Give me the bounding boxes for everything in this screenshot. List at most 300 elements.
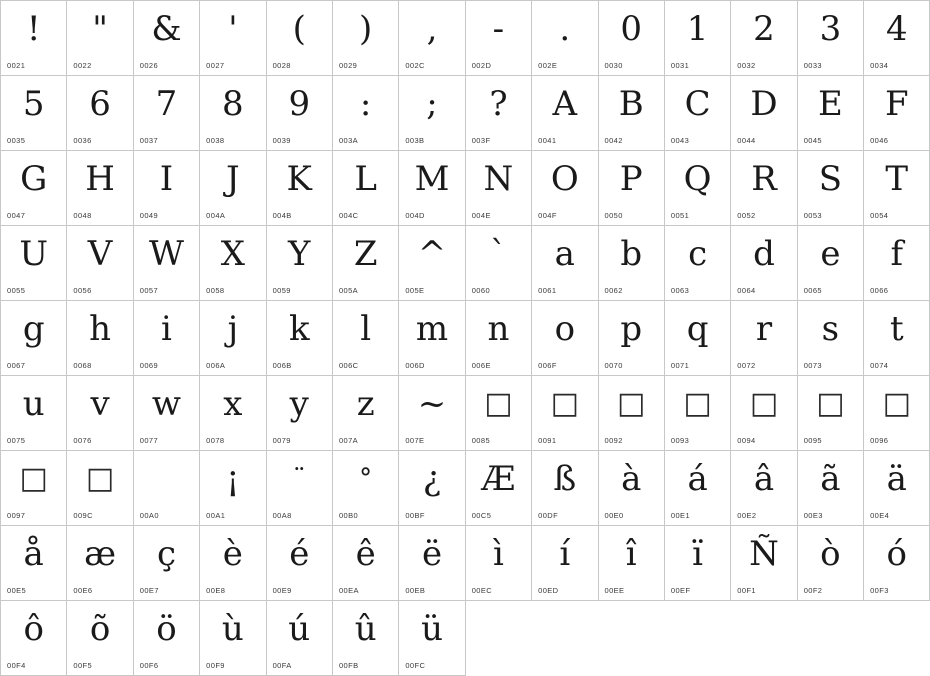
glyph-cell[interactable] bbox=[134, 226, 200, 301]
glyph-cell[interactable] bbox=[67, 301, 133, 376]
glyph-character: i bbox=[161, 309, 172, 349]
glyph-codepoint: 0060 bbox=[471, 286, 491, 295]
glyph-codepoint: 00FA bbox=[272, 661, 292, 670]
glyph-cell[interactable] bbox=[267, 601, 333, 676]
glyph-character: 8 bbox=[222, 84, 244, 124]
glyph-character: 3 bbox=[819, 9, 842, 49]
glyph-cell[interactable] bbox=[333, 1, 399, 76]
glyph-cell[interactable] bbox=[200, 151, 266, 226]
glyph-character: V bbox=[87, 234, 113, 274]
glyph-codepoint: 0061 bbox=[538, 286, 557, 295]
glyph-character: ô bbox=[23, 609, 44, 649]
glyph-cell[interactable] bbox=[1, 376, 67, 451]
glyph-character: □ bbox=[882, 386, 911, 421]
glyph-cell[interactable] bbox=[1, 451, 67, 526]
glyph-cell[interactable] bbox=[864, 151, 930, 226]
glyph-cell[interactable] bbox=[1, 526, 67, 601]
glyph-cell[interactable] bbox=[134, 451, 200, 526]
glyph-character: : bbox=[359, 84, 372, 124]
glyph-cell[interactable] bbox=[267, 76, 333, 151]
glyph-codepoint: 0070 bbox=[604, 361, 623, 370]
glyph-codepoint: 007A bbox=[338, 436, 359, 445]
glyph-cell[interactable] bbox=[200, 226, 266, 301]
glyph-codepoint: 004F bbox=[538, 211, 557, 220]
glyph-cell[interactable] bbox=[466, 76, 532, 151]
glyph-character: ä bbox=[886, 459, 907, 499]
glyph-codepoint: 00BF bbox=[405, 511, 425, 520]
glyph-character: ¡ bbox=[226, 459, 240, 499]
glyph-character: □ bbox=[19, 461, 48, 496]
glyph-codepoint: 00E2 bbox=[737, 511, 757, 520]
glyph-codepoint: 0045 bbox=[803, 136, 822, 145]
glyph-codepoint: 006B bbox=[272, 361, 292, 370]
glyph-cell[interactable] bbox=[532, 376, 598, 451]
glyph-codepoint: 0035 bbox=[7, 136, 26, 145]
glyph-codepoint: 0068 bbox=[73, 361, 92, 370]
glyph-cell[interactable] bbox=[67, 526, 133, 601]
glyph-character: Ñ bbox=[749, 534, 779, 574]
glyph-cell[interactable] bbox=[466, 1, 532, 76]
glyph-codepoint: 00EB bbox=[405, 586, 426, 595]
glyph-character: ê bbox=[355, 534, 376, 574]
glyph-cell[interactable] bbox=[532, 301, 598, 376]
glyph-cell[interactable] bbox=[532, 226, 598, 301]
glyph-codepoint: 00EE bbox=[604, 586, 625, 595]
glyph-cell[interactable] bbox=[333, 151, 399, 226]
glyph-cell[interactable] bbox=[267, 1, 333, 76]
glyph-character: O bbox=[550, 159, 579, 199]
glyph-character: ç bbox=[156, 534, 176, 574]
glyph-character: C bbox=[684, 84, 711, 124]
glyph-codepoint: 00DF bbox=[538, 511, 559, 520]
glyph-cell[interactable] bbox=[864, 76, 930, 151]
glyph-cell[interactable] bbox=[200, 76, 266, 151]
glyph-character: â bbox=[753, 459, 775, 499]
glyph-cell[interactable] bbox=[67, 601, 133, 676]
glyph-cell[interactable] bbox=[134, 376, 200, 451]
glyph-codepoint: 0076 bbox=[73, 436, 92, 445]
glyph-character: " bbox=[92, 9, 108, 49]
glyph-character: ` bbox=[489, 234, 507, 274]
glyph-cell[interactable] bbox=[731, 376, 797, 451]
glyph-codepoint: 0067 bbox=[7, 361, 26, 370]
glyph-character: F bbox=[884, 84, 909, 124]
glyph-codepoint: 0021 bbox=[7, 61, 26, 70]
glyph-cell[interactable] bbox=[599, 526, 665, 601]
glyph-cell[interactable] bbox=[200, 601, 266, 676]
glyph-character: ò bbox=[820, 534, 841, 574]
glyph-character: õ bbox=[89, 609, 111, 649]
glyph-cell[interactable] bbox=[798, 76, 864, 151]
glyph-character: T bbox=[885, 159, 909, 199]
glyph-character: ! bbox=[26, 9, 41, 49]
glyph-codepoint: 00F6 bbox=[139, 661, 159, 670]
glyph-cell[interactable] bbox=[731, 76, 797, 151]
glyph-character: p bbox=[620, 309, 643, 349]
glyph-cell[interactable] bbox=[67, 451, 133, 526]
glyph-cell[interactable] bbox=[333, 526, 399, 601]
glyph-cell[interactable] bbox=[1, 1, 67, 76]
glyph-codepoint: 002D bbox=[471, 61, 492, 70]
glyph-character: ^ bbox=[417, 234, 447, 274]
glyph-cell[interactable] bbox=[333, 451, 399, 526]
glyph-codepoint: 005E bbox=[405, 286, 425, 295]
glyph-codepoint: 0066 bbox=[870, 286, 889, 295]
glyph-cell[interactable] bbox=[1, 151, 67, 226]
glyph-codepoint: 007E bbox=[405, 436, 425, 445]
glyph-codepoint: 0073 bbox=[803, 361, 822, 370]
glyph-codepoint: 0072 bbox=[737, 361, 756, 370]
glyph-character: s bbox=[821, 309, 840, 349]
glyph-codepoint: 00E1 bbox=[670, 511, 691, 520]
glyph-codepoint: 002E bbox=[538, 61, 558, 70]
glyph-cell[interactable] bbox=[731, 451, 797, 526]
glyph-codepoint: 00E8 bbox=[206, 586, 226, 595]
glyph-cell[interactable] bbox=[466, 526, 532, 601]
glyph-cell[interactable] bbox=[864, 376, 930, 451]
glyph-cell[interactable] bbox=[864, 1, 930, 76]
glyph-codepoint: 009C bbox=[73, 511, 93, 520]
glyph-cell[interactable] bbox=[731, 301, 797, 376]
glyph-character: à bbox=[621, 459, 642, 499]
glyph-cell[interactable] bbox=[399, 301, 465, 376]
glyph-cell[interactable] bbox=[665, 526, 731, 601]
glyph-cell[interactable] bbox=[532, 151, 598, 226]
glyph-character: □ bbox=[550, 386, 579, 421]
glyph-character: g bbox=[22, 309, 45, 349]
glyph-character: □ bbox=[617, 386, 646, 421]
glyph-cell[interactable] bbox=[798, 376, 864, 451]
glyph-cell[interactable] bbox=[200, 1, 266, 76]
glyph-character: 7 bbox=[155, 84, 178, 124]
glyph-character: ? bbox=[489, 84, 508, 124]
glyph-cell[interactable] bbox=[1, 301, 67, 376]
glyph-cell[interactable] bbox=[1, 601, 67, 676]
glyph-cell[interactable] bbox=[333, 76, 399, 151]
glyph-cell[interactable] bbox=[134, 151, 200, 226]
glyph-character: ï bbox=[692, 534, 704, 574]
glyph-cell[interactable] bbox=[599, 451, 665, 526]
glyph-character: U bbox=[19, 234, 49, 274]
glyph-character: □ bbox=[85, 461, 115, 496]
glyph-codepoint: 0050 bbox=[604, 211, 623, 220]
glyph-cell[interactable] bbox=[399, 451, 465, 526]
glyph-character: h bbox=[89, 309, 112, 349]
glyph-character: r bbox=[755, 309, 773, 349]
glyph-cell[interactable] bbox=[466, 451, 532, 526]
glyph-cell[interactable] bbox=[399, 601, 465, 676]
glyph-codepoint: 0022 bbox=[73, 61, 92, 70]
glyph-codepoint: 006A bbox=[206, 361, 226, 370]
glyph-cell[interactable] bbox=[864, 226, 930, 301]
glyph-cell[interactable] bbox=[134, 301, 200, 376]
glyph-character: è bbox=[222, 534, 243, 574]
glyph-character: f bbox=[890, 234, 904, 274]
glyph-codepoint: 00E5 bbox=[7, 586, 27, 595]
glyph-codepoint: 0048 bbox=[73, 211, 92, 220]
glyph-character bbox=[134, 453, 199, 505]
glyph-codepoint: 00C5 bbox=[471, 511, 492, 520]
glyph-codepoint: 00EF bbox=[670, 586, 691, 595]
glyph-codepoint: 0085 bbox=[471, 436, 491, 445]
glyph-cell[interactable] bbox=[134, 526, 200, 601]
glyph-character: q bbox=[686, 309, 709, 349]
glyph-cell[interactable] bbox=[864, 526, 930, 601]
glyph-character: 2 bbox=[753, 9, 775, 49]
glyph-cell[interactable] bbox=[466, 376, 532, 451]
glyph-codepoint: 00F2 bbox=[803, 586, 823, 595]
glyph-codepoint: 00A0 bbox=[139, 511, 159, 520]
glyph-cell[interactable] bbox=[798, 451, 864, 526]
glyph-cell[interactable] bbox=[67, 226, 133, 301]
glyph-codepoint: 0093 bbox=[670, 436, 690, 445]
glyph-cell[interactable] bbox=[67, 1, 133, 76]
glyph-codepoint: 0062 bbox=[604, 286, 623, 295]
glyph-character: Y bbox=[288, 234, 311, 274]
glyph-cell[interactable] bbox=[599, 76, 665, 151]
glyph-codepoint: 00A1 bbox=[206, 511, 226, 520]
glyph-cell[interactable] bbox=[798, 301, 864, 376]
glyph-codepoint: 0041 bbox=[538, 136, 557, 145]
glyph-cell[interactable] bbox=[466, 226, 532, 301]
glyph-codepoint: 0065 bbox=[803, 286, 822, 295]
glyph-codepoint: 0037 bbox=[139, 136, 159, 145]
glyph-cell[interactable] bbox=[267, 301, 333, 376]
glyph-character: ü bbox=[421, 609, 443, 649]
glyph-codepoint: 002C bbox=[405, 61, 425, 70]
glyph-codepoint: 00F4 bbox=[7, 661, 26, 670]
glyph-cell[interactable] bbox=[333, 601, 399, 676]
glyph-cell[interactable] bbox=[665, 226, 731, 301]
glyph-character: á bbox=[687, 459, 708, 499]
glyph-cell[interactable] bbox=[267, 226, 333, 301]
glyph-cell[interactable] bbox=[731, 1, 797, 76]
glyph-cell[interactable] bbox=[1, 76, 67, 151]
glyph-codepoint: 0055 bbox=[7, 286, 26, 295]
glyph-cell[interactable] bbox=[67, 376, 133, 451]
glyph-cell[interactable] bbox=[200, 301, 266, 376]
glyph-character: u bbox=[22, 384, 45, 424]
glyph-character: ó bbox=[886, 534, 908, 574]
glyph-codepoint: 0091 bbox=[538, 436, 557, 445]
glyph-cell[interactable] bbox=[466, 301, 532, 376]
glyph-codepoint: 00F5 bbox=[73, 661, 93, 670]
glyph-cell[interactable] bbox=[532, 526, 598, 601]
glyph-cell[interactable] bbox=[134, 601, 200, 676]
glyph-cell[interactable] bbox=[798, 226, 864, 301]
glyph-cell[interactable] bbox=[200, 376, 266, 451]
glyph-codepoint: 00A8 bbox=[272, 511, 292, 520]
glyph-character: z bbox=[356, 384, 375, 424]
glyph-character: N bbox=[483, 159, 514, 199]
glyph-character: D bbox=[750, 84, 778, 124]
glyph-character: c bbox=[688, 234, 708, 274]
glyph-codepoint: 0075 bbox=[7, 436, 26, 445]
glyph-cell[interactable] bbox=[399, 526, 465, 601]
glyph-codepoint: 00B0 bbox=[338, 511, 359, 520]
glyph-cell[interactable] bbox=[731, 526, 797, 601]
glyph-codepoint: 006C bbox=[338, 361, 359, 370]
glyph-character: ¨ bbox=[292, 464, 306, 494]
glyph-codepoint: 0074 bbox=[870, 361, 889, 370]
glyph-character: . bbox=[559, 9, 571, 49]
glyph-character: o bbox=[554, 309, 576, 349]
glyph-cell[interactable] bbox=[399, 151, 465, 226]
glyph-character: ì bbox=[492, 534, 504, 574]
glyph-codepoint: 0056 bbox=[73, 286, 92, 295]
glyph-codepoint: 0052 bbox=[737, 211, 756, 220]
glyph-cell[interactable] bbox=[399, 76, 465, 151]
glyph-character: k bbox=[288, 309, 310, 349]
glyph-codepoint: 00E9 bbox=[272, 586, 292, 595]
glyph-codepoint: 006E bbox=[471, 361, 491, 370]
glyph-codepoint: 0063 bbox=[670, 286, 690, 295]
glyph-codepoint: 006F bbox=[538, 361, 557, 370]
glyph-cell[interactable] bbox=[67, 76, 133, 151]
glyph-character: j bbox=[227, 309, 239, 349]
glyph-character: m bbox=[415, 309, 449, 349]
glyph-character: & bbox=[151, 9, 182, 49]
glyph-codepoint: 0092 bbox=[604, 436, 623, 445]
glyph-codepoint: 0097 bbox=[7, 511, 26, 520]
glyph-cell[interactable] bbox=[731, 151, 797, 226]
glyph-character: ù bbox=[221, 609, 244, 649]
glyph-character: 1 bbox=[686, 9, 709, 49]
glyph-cell[interactable] bbox=[798, 1, 864, 76]
glyph-cell[interactable] bbox=[599, 226, 665, 301]
glyph-codepoint: 00EC bbox=[471, 586, 493, 595]
glyph-cell[interactable] bbox=[399, 1, 465, 76]
glyph-character: a bbox=[554, 234, 575, 274]
glyph-character: 4 bbox=[885, 9, 908, 49]
glyph-character: ú bbox=[288, 609, 311, 649]
glyph-cell[interactable] bbox=[665, 151, 731, 226]
glyph-character: W bbox=[149, 234, 184, 274]
glyph-character: □ bbox=[816, 386, 845, 421]
glyph-cell[interactable] bbox=[731, 226, 797, 301]
glyph-codepoint: 00F1 bbox=[737, 586, 756, 595]
glyph-cell[interactable] bbox=[798, 526, 864, 601]
glyph-cell[interactable] bbox=[200, 526, 266, 601]
glyph-character: H bbox=[85, 159, 115, 199]
glyph-cell[interactable] bbox=[399, 376, 465, 451]
glyph-character: 5 bbox=[22, 84, 45, 124]
glyph-character: E bbox=[817, 84, 843, 124]
glyph-cell[interactable] bbox=[798, 151, 864, 226]
glyph-character: ° bbox=[359, 464, 373, 494]
glyph-codepoint: 004D bbox=[405, 211, 425, 220]
glyph-cell[interactable] bbox=[267, 151, 333, 226]
glyph-cell[interactable] bbox=[134, 76, 200, 151]
glyph-character: , bbox=[426, 9, 438, 49]
glyph-cell[interactable] bbox=[333, 301, 399, 376]
glyph-character: ' bbox=[228, 9, 238, 49]
glyph-character: d bbox=[753, 234, 775, 274]
glyph-codepoint: 0034 bbox=[870, 61, 889, 70]
glyph-character: é bbox=[289, 534, 310, 574]
glyph-codepoint: 0042 bbox=[604, 136, 623, 145]
glyph-cell[interactable] bbox=[532, 1, 598, 76]
glyph-cell[interactable] bbox=[665, 451, 731, 526]
glyph-character: l bbox=[360, 309, 372, 349]
glyph-cell[interactable] bbox=[134, 1, 200, 76]
glyph-cell[interactable] bbox=[665, 301, 731, 376]
glyph-codepoint: 00ED bbox=[538, 586, 559, 595]
glyph-cell[interactable] bbox=[665, 1, 731, 76]
glyph-cell[interactable] bbox=[333, 226, 399, 301]
glyph-codepoint: 0029 bbox=[338, 61, 358, 70]
glyph-character: b bbox=[620, 234, 643, 274]
glyph-codepoint: 00FB bbox=[338, 661, 359, 670]
glyph-cell[interactable] bbox=[267, 376, 333, 451]
glyph-character: □ bbox=[484, 386, 513, 421]
glyph-cell[interactable] bbox=[1, 226, 67, 301]
glyph-codepoint: 00E6 bbox=[73, 586, 93, 595]
glyph-character: - bbox=[492, 9, 505, 49]
glyph-codepoint: 0071 bbox=[670, 361, 690, 370]
glyph-cell[interactable] bbox=[200, 451, 266, 526]
glyph-cell[interactable] bbox=[267, 526, 333, 601]
glyph-character: ( bbox=[292, 9, 306, 49]
glyph-codepoint: 004E bbox=[471, 211, 491, 220]
glyph-cell[interactable] bbox=[599, 301, 665, 376]
glyph-codepoint: 0059 bbox=[272, 286, 291, 295]
glyph-codepoint: 0030 bbox=[604, 61, 623, 70]
glyph-codepoint: 005A bbox=[338, 286, 359, 295]
glyph-cell[interactable] bbox=[466, 151, 532, 226]
glyph-cell[interactable] bbox=[267, 451, 333, 526]
glyph-character: P bbox=[619, 159, 643, 199]
glyph-character: æ bbox=[84, 534, 117, 574]
glyph-cell[interactable] bbox=[532, 451, 598, 526]
glyph-cell[interactable] bbox=[665, 376, 731, 451]
glyph-codepoint: 0078 bbox=[206, 436, 225, 445]
glyph-cell[interactable] bbox=[399, 226, 465, 301]
glyph-codepoint: 0044 bbox=[737, 136, 756, 145]
glyph-cell[interactable] bbox=[864, 451, 930, 526]
glyph-codepoint: 00F3 bbox=[870, 586, 889, 595]
glyph-codepoint: 0046 bbox=[870, 136, 889, 145]
glyph-cell[interactable] bbox=[599, 376, 665, 451]
glyph-cell[interactable] bbox=[665, 76, 731, 151]
glyph-codepoint: 0094 bbox=[737, 436, 756, 445]
glyph-character: M bbox=[414, 159, 450, 199]
glyph-character: ¿ bbox=[422, 459, 442, 499]
glyph-cell[interactable] bbox=[599, 1, 665, 76]
glyph-cell[interactable] bbox=[67, 151, 133, 226]
glyph-character: R bbox=[751, 159, 777, 199]
glyph-character: t bbox=[889, 309, 904, 349]
glyph-character: J bbox=[226, 159, 240, 199]
glyph-cell[interactable] bbox=[333, 376, 399, 451]
glyph-character: ~ bbox=[417, 384, 447, 424]
glyph-codepoint: 0032 bbox=[737, 61, 756, 70]
glyph-codepoint: 0058 bbox=[206, 286, 225, 295]
glyph-character: n bbox=[487, 309, 510, 349]
glyph-codepoint: 004A bbox=[206, 211, 226, 220]
glyph-codepoint: 0047 bbox=[7, 211, 26, 220]
glyph-character: å bbox=[23, 534, 44, 574]
glyph-cell[interactable] bbox=[599, 151, 665, 226]
glyph-character: □ bbox=[683, 386, 712, 421]
glyph-cell[interactable] bbox=[864, 301, 930, 376]
glyph-character: A bbox=[552, 84, 578, 124]
glyph-character: í bbox=[559, 534, 571, 574]
glyph-cell[interactable] bbox=[532, 76, 598, 151]
glyph-character: î bbox=[625, 534, 637, 574]
glyph-character: y bbox=[289, 384, 309, 424]
glyph-codepoint: 00E0 bbox=[604, 511, 624, 520]
